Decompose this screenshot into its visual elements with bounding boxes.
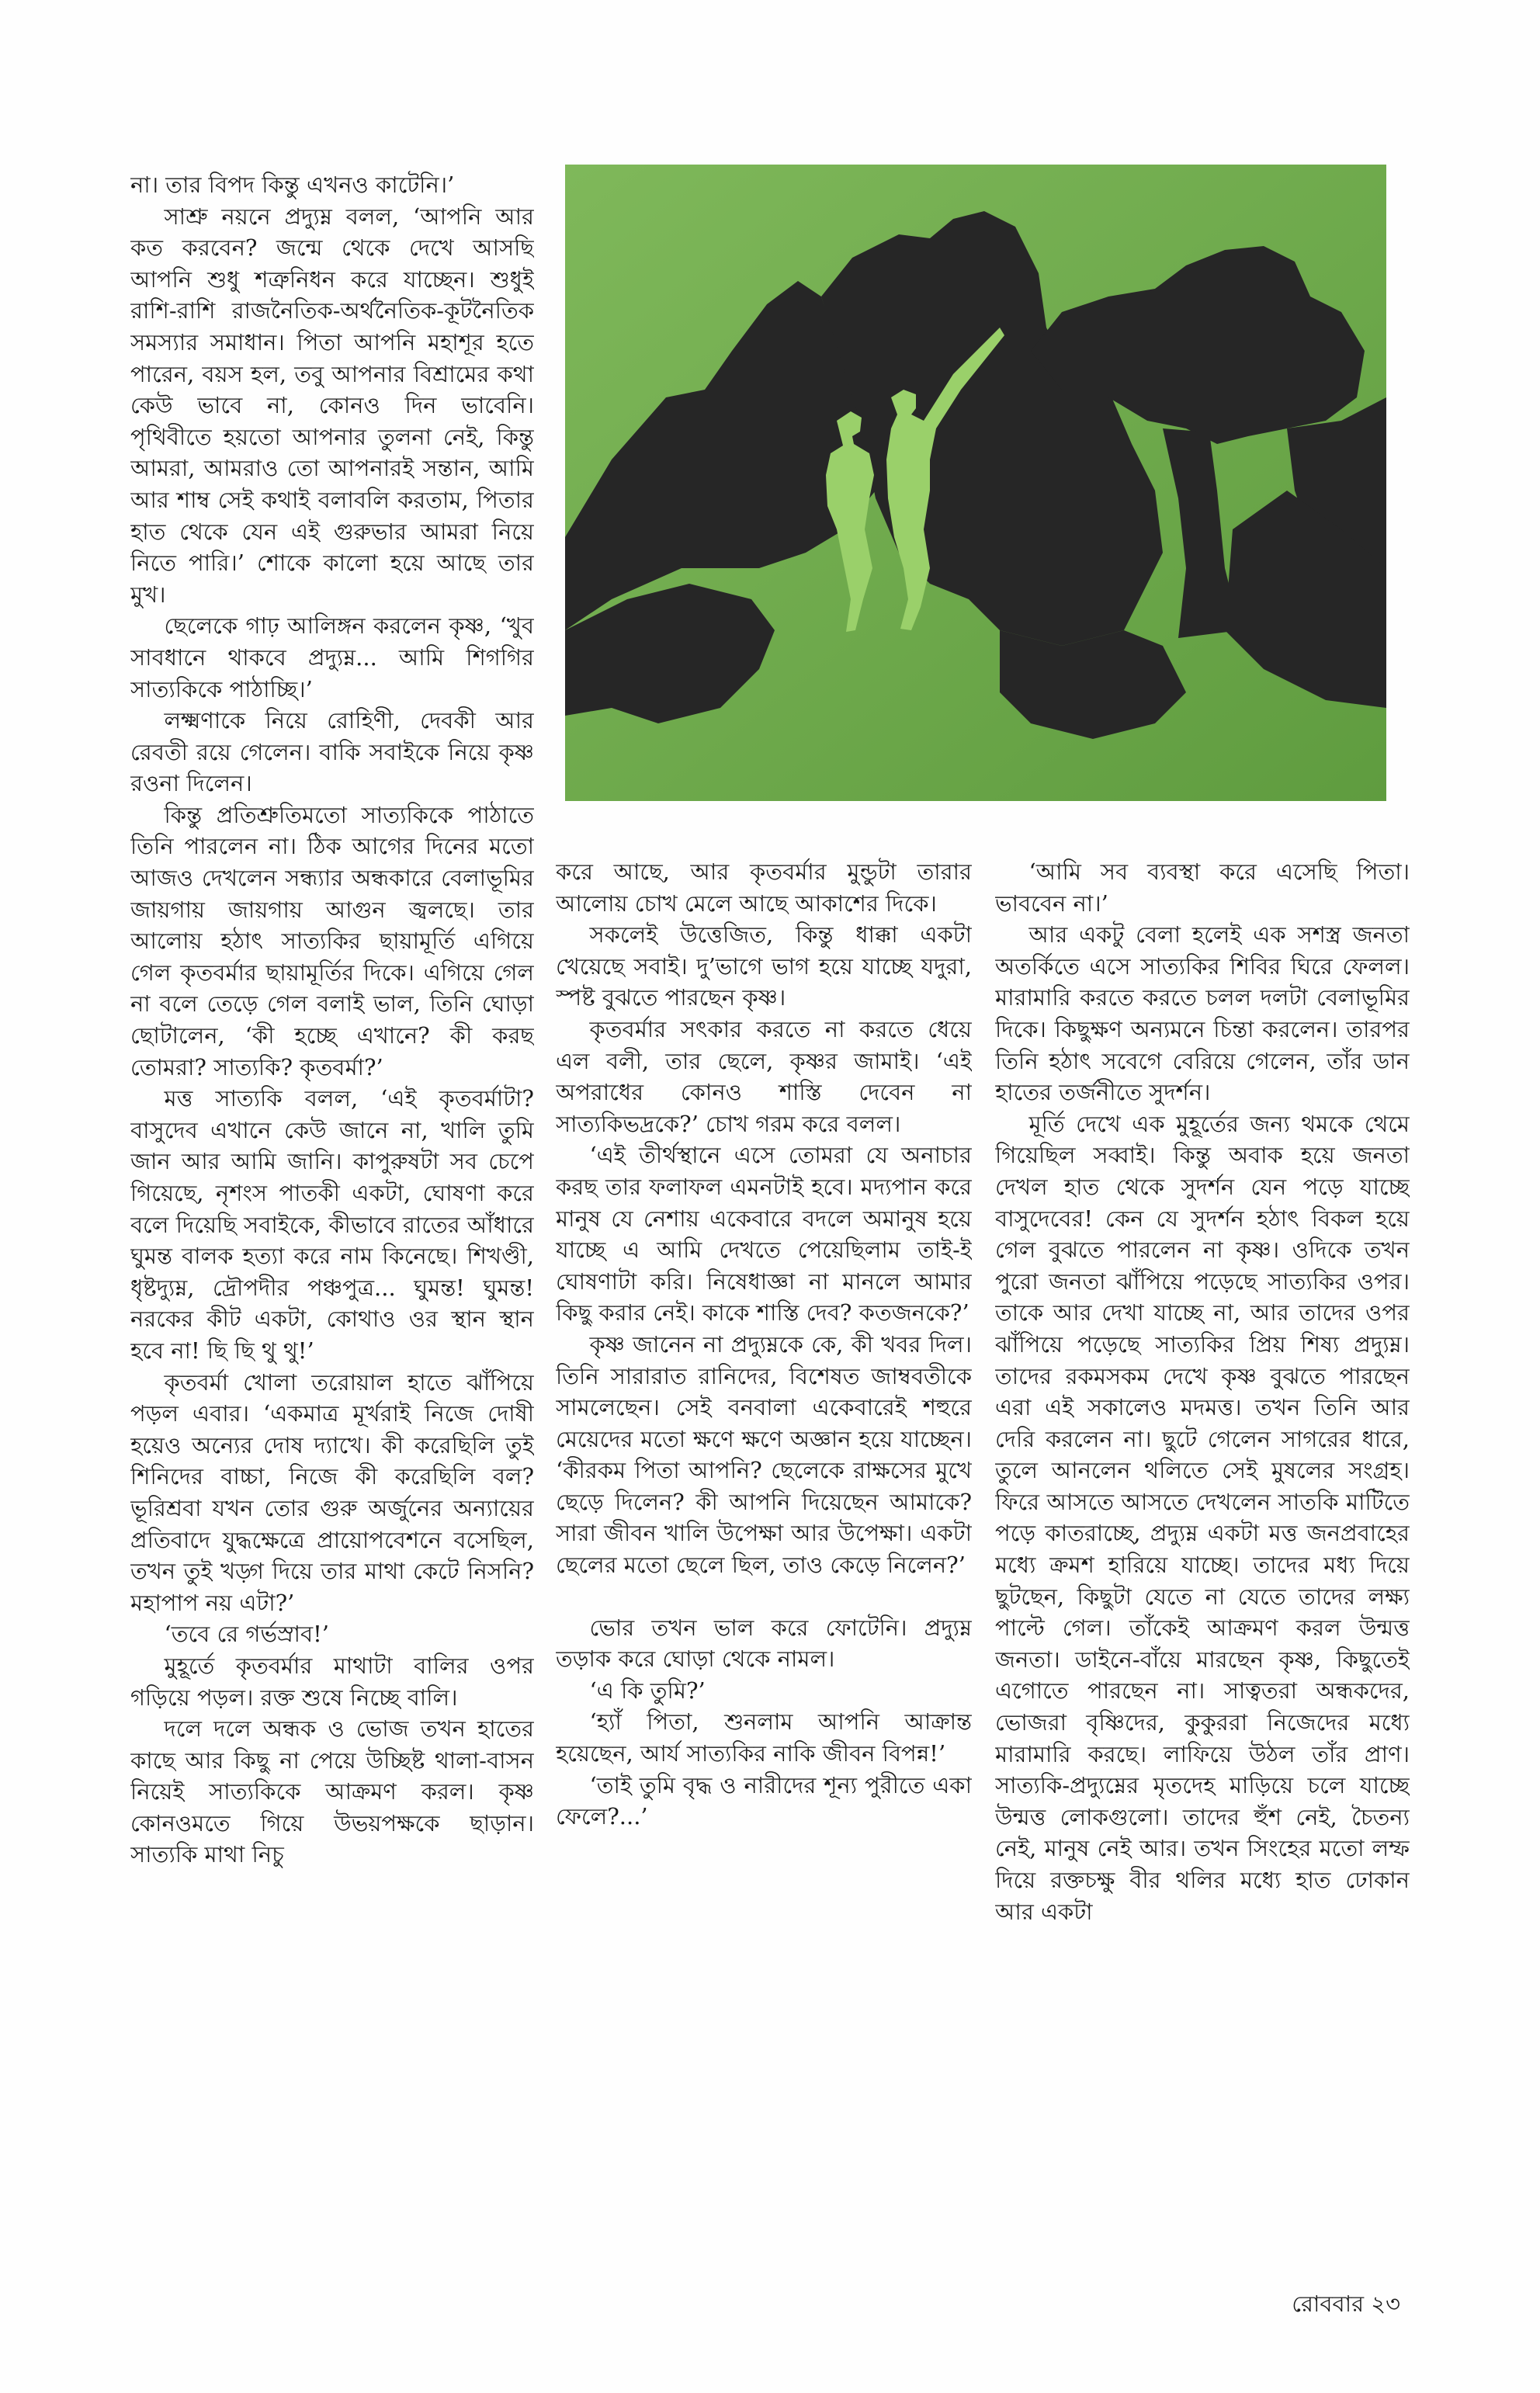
page-number: ২৩ (1371, 2291, 1400, 2317)
paragraph: ‘তাই তুমি বৃদ্ধ ও নারীদের শূন্য পুরীতে একা ফেলে?...’ (556, 1771, 972, 1830)
paragraph: কৃতবর্মা খোলা তরোয়াল হাতে ঝাঁপিয়ে পড়ল এবার। ‘একমাত্র মূর্খরাই নিজে দোষী হয়েও অন্যের দোষ দ্যাখে। কী করেছিলি তুই শিনিদের বাচ্চা, নিজে কী করেছিলি বল? ভূরিশ্রবা যখন তোর গুরু অর্জুনের অন্যায়ের প্রতিবাদে যুদ্ধক্ষেত্রে প্রায়োপবেশনে বসেছিল, তখন তুই খড়্গ দিয়ে তার মাথা কেটে নিসনি? মহাপাপ নয় এটা?’ (130, 1368, 534, 1616)
page-footer (1292, 2288, 1400, 2319)
article-column-2 (556, 856, 972, 2230)
paragraph: কিন্তু প্রতিশ্রুতিমতো সাত্যকিকে পাঠাতে তিনি পারলেন না। ঠিক আগের দিনের মতো আজও দেখলেন সন্ধ্যার অন্ধকারে বেলাভূমির জায়গায় জায়গায় আগুন জ্বলছে। তার আলোয় হঠাৎ সাত্যকির ছায়ামূর্তি এগিয়ে গেল কৃতবর্মার ছায়ামূর্তির দিকে। এগিয়ে গেল না বলে তেড়ে গেল বলাই ভাল, তিনি ঘোড়া ছোটালেন, ‘কী হচ্ছে এখানে? কী করছ তোমরা? সাত্যকি? কৃতবর্মা?’ (130, 801, 534, 1080)
paragraph: কৃতবর্মার সৎকার করতে না করতে ধেয়ে এল বলী, তার ছেলে, কৃষ্ণর জামাই। ‘এই অপরাধের কোনও শাস্তি দেবেন না সাত্যকিভদ্রকে?’ চোখ গরম করে বলল। (556, 1015, 972, 1137)
paragraph: মূর্তি দেখে এক মুহূর্তের জন্য থমকে থেমে গিয়েছিল সব্বাই। কিন্তু অবাক হয়ে জনতা দেখল হাত থেকে সুদর্শন যেন পড়ে যাচ্ছে বাসুদেবের! কেন যে সুদর্শন হঠাৎ বিকল হয়ে গেল বুঝতে পারলেন না কৃষ্ণ। ওদিকে তখন পুরো জনতা ঝাঁপিয়ে পড়েছে সাত্যকির ওপর। তাকে আর দেখা যাচ্ছে না, আর তাদের ওপর ঝাঁপিয়ে পড়েছে সাত্যকির প্রিয় শিষ্য প্রদ্যুম্ন। তাদের রকমসকম দেখে কৃষ্ণ বুঝতে পারছেন এরা এই সকালেও মদমত্ত। তখন তিনি আর দেরি করলেন না। ছুটে গেলেন সাগরের ধারে, তুলে আনলেন থলিতে সেই মুষলের সংগ্রহ। ফিরে আসতে আসতে দেখলেন সাতকি মাটিতে পড়ে কাতরাচ্ছে, প্রদ্যুম্ন একটা মত্ত জনপ্রবাহের মধ্যে ক্রমশ হারিয়ে যাচ্ছে। তাদের মধ্য দিয়ে ছুটছেন, কিছুটা যেতে না যেতে তাদের লক্ষ্য পাল্টে গেল। তাঁকেই আক্রমণ করল উন্মত্ত জনতা। ডাইনে-বাঁয়ে মারছেন কৃষ্ণ, কিছুতেই এগোতে পারছেন না। সাত্বতরা অন্ধকদের, ভোজরা বৃষ্ণিদের, কুকুররা নিজেদের মধ্যে মারামারি করছে। লাফিয়ে উঠল তাঁর প্রাণ। সাত্যকি-প্রদ্যুম্নের মৃতদেহ মাড়িয়ে চলে যাচ্ছে উন্মত্ত লোকগুলো। তাদের হুঁশ নেই, চৈতন্য নেই, মানুষ নেই আর। তখন সিংহের মতো লম্ফ দিয়ে রক্তচক্ষু বীর থলির মধ্যে হাত ঢোকান আর একটা (995, 1110, 1410, 1925)
paragraph: মত্ত সাত্যকি বলল, ‘এই কৃতবর্মাটা? বাসুদেব এখানে কেউ জানে না, খালি তুমি জান আর আমি জানি। কাপুরুষটা সব চেপে গিয়েছে, নৃশংস পাতকী একটা, ঘোষণা করে বলে দিয়েছি সবাইকে, কীভাবে রাতের আঁধারে ঘুমন্ত বালক হত্যা করে নাম কিনেছে। শিখণ্ডী, ধৃষ্টদ্যুম্ন, দ্রৌপদীর পঞ্চপুত্র... ঘুমন্ত! ঘুমন্ত! নরকের কীট একটা, কোথাও ওর স্থান স্থান হবে না! ছি ছি থু থু!’ (130, 1085, 534, 1364)
paragraph: কৃষ্ণ জানেন না প্রদ্যুম্নকে কে, কী খবর দিল। তিনি সারারাত রানিদের, বিশেষত জাম্ববতীকে সামলেছেন। সেই বনবালা একেবারেই শহুরে মেয়েদের মতো ক্ষণে ক্ষণে অজ্ঞান হয়ে যাচ্ছেন। ‘কীরকম পিতা আপনি? ছেলেকে রাক্ষসের মুখে ছেড়ে দিলেন? কী আপনি দিয়েছেন আমাকে? সারা জীবন খালি উপেক্ষা আর উপেক্ষা। একটা ছেলের মতো ছেলে ছিল, তাও কেড়ে নিলেন?’ (556, 1330, 972, 1579)
paragraph: ‘আমি সব ব্যবস্থা করে এসেছি পিতা। ভাববেন না।’ (995, 858, 1410, 917)
paragraph: লক্ষ্মণাকে নিয়ে রোহিণী, দেবকী আর রেবতী রয়ে গেলেন। বাকি সবাইকে নিয়ে কৃষ্ণ রওনা দিলেন। (130, 707, 534, 797)
paragraph: সাশ্রু নয়নে প্রদ্যুম্ন বলল, ‘আপনি আর কত করবেন? জন্মে থেকে দেখে আসছি আপনি শুধু শত্রুনিধন করে যাচ্ছেন। শুধুই রাশি-রাশি রাজনৈতিক-অর্থনৈতিক-কূটনৈতিক সমস্যার সমাধান। পিতা আপনি মহাশূর হতে পারেন, বয়স হল, তবু আপনার বিশ্রামের কথা কেউ ভাবে না, কোনও দিন ভাবেনি। পৃথিবীতে হয়তো আপনার তুলনা নেই, কিন্তু আমরা, আমরাও তো আপনারই সন্তান, আমি আর শাম্ব সেই কথাই বলাবলি করতাম, পিতার হাত থেকে যেন এই গুরুভার আমরা নিয়ে নিতে পারি।’ শোকে কালো হয়ে আছে তার মুখ। (130, 203, 534, 608)
paragraph: ভোর তখন ভাল করে ফোটেনি। প্রদ্যুম্ন তড়াক করে ঘোড়া থেকে নামল। (556, 1614, 972, 1673)
paragraph: আর একটু বেলা হলেই এক সশস্ত্র জনতা অতর্কিতে এসে সাত্যকির শিবির ঘিরে ফেলল। মারামারি করতে করতে চলল দলটা বেলাভূমির দিকে। কিছুক্ষণ অন্যমনে চিন্তা করলেন। তারপর তিনি হঠাৎ সবেগে বেরিয়ে গেলেন, তাঁর ডান হাতের তর্জনীতে সুদর্শন। (995, 921, 1410, 1106)
paper-cutout-illustration-icon (565, 165, 1386, 801)
magazine-name: রোববার (1292, 2291, 1365, 2317)
paragraph: করে আছে, আর কৃতবর্মার মুন্ডুটা তারার আলোয় চোখ মেলে আছে আকাশের দিকে। (556, 858, 972, 917)
story-illustration (565, 165, 1386, 801)
paragraph: না। তার বিপদ কিন্তু এখনও কাটেনি।’ (130, 172, 455, 198)
paragraph: ‘এই তীর্থস্থানে এসে তোমরা যে অনাচার করছ তার ফলাফল এমনটাই হবে। মদ্যপান করে মানুষ যে নেশায় একেবারে বদলে অমানুষ হয়ে যাচ্ছে এ আমি দেখতে পেয়েছিলাম তাই-ই ঘোষণাটা করি। নিষেধাজ্ঞা না মানলে আমার কিছু করার নেই। কাকে শাস্তি দেব? কতজনকে?’ (556, 1142, 972, 1327)
article-column-3 (995, 856, 1410, 2230)
paragraph: ‘এ কি তুমি?’ (589, 1677, 706, 1704)
paragraph: ছেলেকে গাঢ় আলিঙ্গন করলেন কৃষ্ণ, ‘খুব সাবধানে থাকবে প্রদ্যুম্ন... আমি শিগগির সাত্যকিকে পাঠাচ্ছি।’ (130, 612, 534, 702)
paragraph: মুহূর্তে কৃতবর্মার মাথাটা বালির ওপর গড়িয়ে পড়ল। রক্ত শুষে নিচ্ছে বালি। (130, 1652, 534, 1711)
paragraph: সকলেই উত্তেজিত, কিন্তু ধাক্কা একটা খেয়েছে সবাই। দু’ভাগে ভাগ হয়ে যাচ্ছে যদুরা, স্পষ্ট বুঝতে পারছেন কৃষ্ণ। (556, 921, 972, 1011)
paragraph: ‘তবে রে গর্ভস্রাব!’ (164, 1621, 329, 1648)
paragraph: দলে দলে অন্ধক ও ভোজ তখন হাতের কাছে আর কিছু না পেয়ে উচ্ছিষ্ট থালা-বাসন নিয়েই সাত্যকিকে আক্রমণ করল। কৃষ্ণ কোনওমতে গিয়ে উভয়পক্ষকে ছাড়ান। সাত্যকি মাথা নিচু (130, 1715, 534, 1868)
paragraph: ‘হ্যাঁ পিতা, শুনলাম আপনি আক্রান্ত হয়েছেন, আর্য সাত্যকির নাকি জীবন বিপন্ন!’ (556, 1708, 972, 1767)
article-column-1 (130, 169, 534, 2226)
